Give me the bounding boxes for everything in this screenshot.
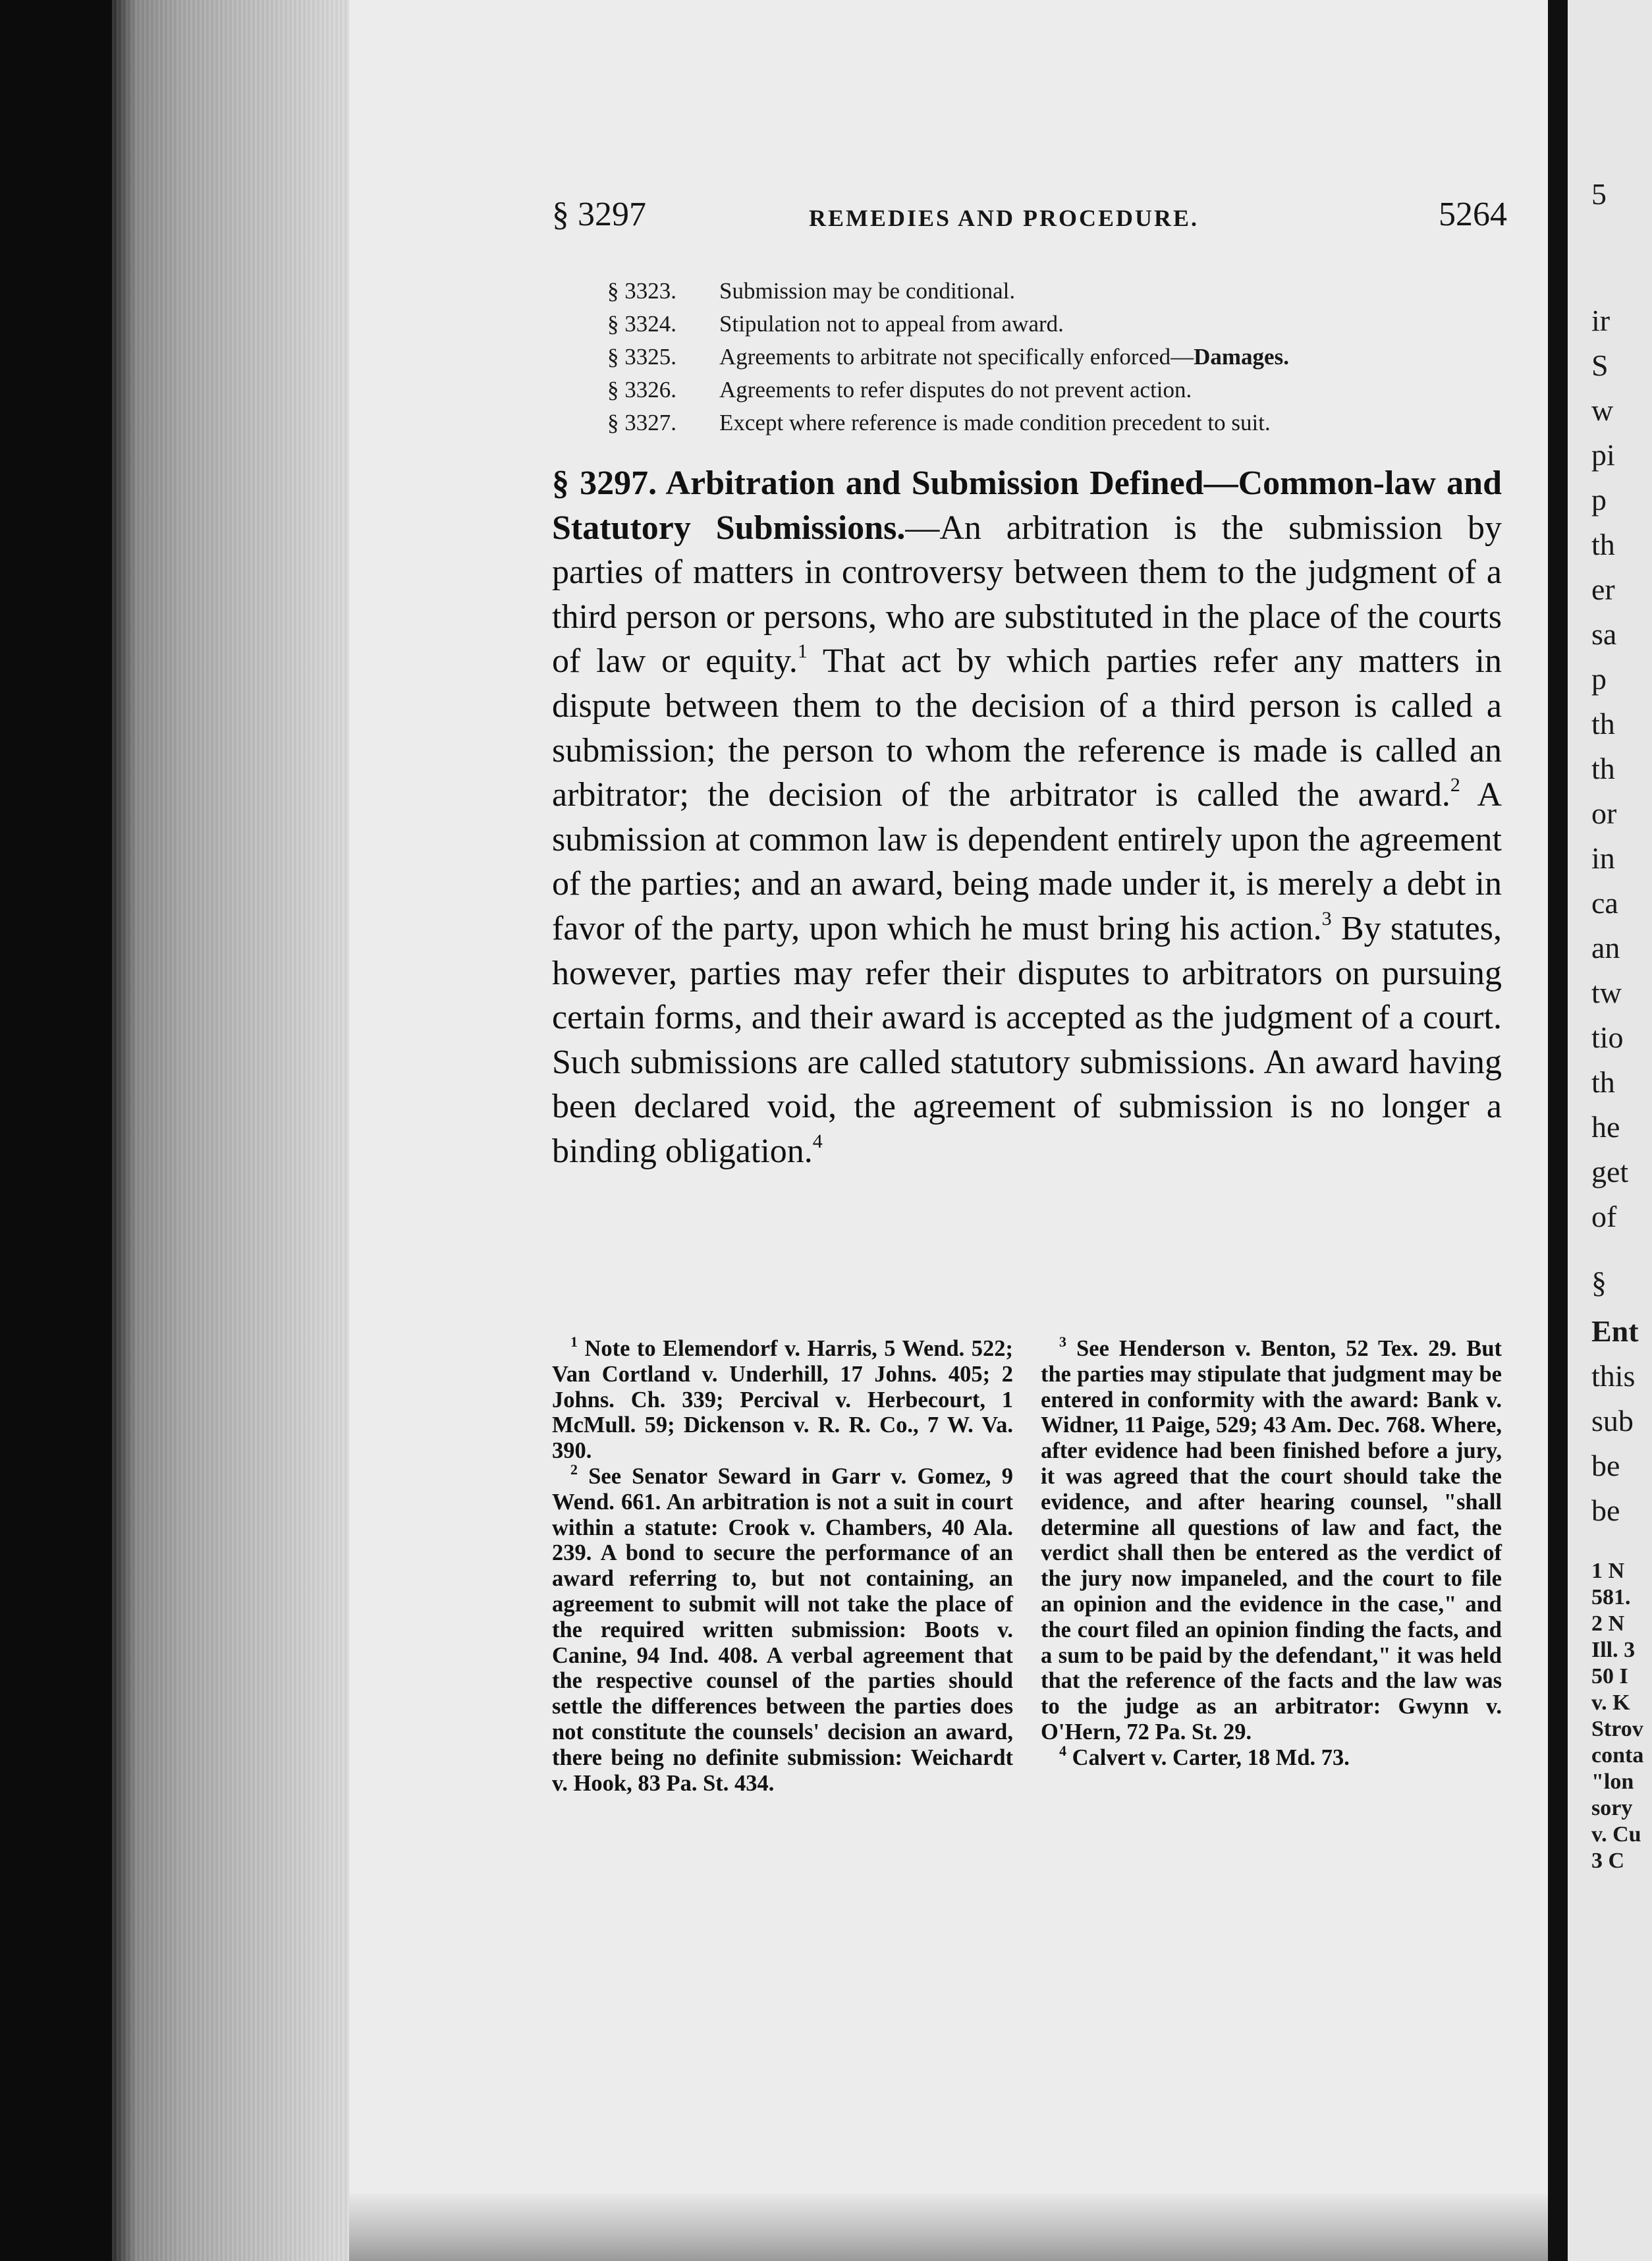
section-list (607, 278, 1477, 443)
body-paragraph: By statutes, however, parties may refer their disputes to arbitrators on pursuing certain forms, and their award is accepted as the judgment of a court. Such submissions are called statutory submissions. An award having been declared void, the agreement of submission is no longer a binding obligation. (552, 909, 1502, 1170)
next-page-text: 581. (1591, 1585, 1631, 1609)
next-page-text: 5 (1591, 177, 1607, 211)
running-head-title: REMEDIES AND PROCEDURE. (809, 205, 1199, 231)
body-paragraph: That act by which parties refer any matters in dispute between them to the decision of a third person is called a submission; the person to whom the reference is made is called an arbitrator; the decision of the arbitrator is called the award. (552, 642, 1502, 814)
book-gutter (1548, 0, 1568, 2261)
section-body (552, 461, 1502, 1174)
section-title-text: Agreements to arbitrate not specifically enforced— (719, 344, 1194, 370)
book-page-edge (112, 0, 356, 2261)
section-number: § 3326. (607, 377, 676, 403)
next-page-text: get (1591, 1155, 1629, 1188)
footnote-mark: 1 (570, 1333, 578, 1350)
footnote-mark: 3 (1059, 1333, 1066, 1350)
section-title-bold: Damages. (1194, 344, 1289, 370)
next-page-text: in (1591, 841, 1615, 875)
section-number: § 3323. (607, 278, 676, 304)
next-page-text: ca (1591, 886, 1618, 920)
footnote-text: Calvert v. Carter, 18 Md. 73. (1072, 1745, 1350, 1770)
next-page-text: er (1591, 572, 1615, 606)
next-page-text: sub (1591, 1404, 1634, 1438)
footnote-mark: 4 (1059, 1742, 1066, 1759)
next-page-text: he (1591, 1110, 1620, 1144)
next-page-text: v. Cu (1591, 1822, 1641, 1847)
next-page-text: this (1591, 1359, 1636, 1393)
next-page-text: § (1591, 1266, 1607, 1299)
next-page-text: 50 I (1591, 1664, 1628, 1689)
page-number: 5264 (1439, 196, 1507, 233)
next-page-text: be (1591, 1449, 1620, 1482)
footnotes-left-column (552, 1333, 1014, 1796)
footnotes-right-column (1041, 1333, 1502, 1796)
section-number: § 3327. (607, 410, 676, 435)
next-page-text: be (1591, 1493, 1620, 1527)
footnote-mark: 2 (570, 1461, 578, 1478)
next-page-text: ir (1591, 304, 1611, 337)
section-list-item (607, 344, 1477, 377)
next-page-text: Ent (1591, 1314, 1639, 1348)
footnote-ref: 4 (812, 1130, 823, 1152)
next-page-text: th (1591, 707, 1615, 740)
footnote (552, 1333, 1014, 1464)
footnote-text: See Senator Seward in Garr v. Gomez, 9 Wend. 661. An arbitration is not a suit in court within a statute: Crook v. Chambers, 40 Ala. 239. A bond to secure the performance of an award referring to, but not containing, an agreement to submit will not take the place of the required written submission: Boots v. Canine, 94 Ind. 408. A verbal agreement that the respective counsel of the parties should settle the differences between the parties does not constitute the counsels' decision an award, there being no definite submission: Weichardt v. Hook, 83 Pa. St. 434. (552, 1463, 1013, 1796)
next-page-text: w (1591, 393, 1614, 427)
body-paragraph: —An arbitration is the submission by parties of matters in controversy between them to the judgment of a third person or persons, who are substituted in the place of the courts of law or equity. (552, 509, 1502, 681)
page-bottom-shadow (349, 2194, 1548, 2261)
running-head-section: § 3297 (552, 196, 646, 233)
next-page-text: conta (1591, 1743, 1644, 1768)
section-heading: § 3297. Arbitration and Submission Defined—Common-law and Statutory Submissions. (552, 464, 1502, 547)
next-page-text: or (1591, 796, 1617, 830)
next-page-text: v. K (1591, 1690, 1630, 1715)
next-page-text: tio (1591, 1020, 1624, 1054)
next-page-text: 2 N (1591, 1611, 1625, 1636)
next-page-text: an (1591, 931, 1620, 964)
section-number: § 3325. (607, 344, 676, 370)
next-page-text: pi (1591, 438, 1615, 472)
next-page-text: Strov (1591, 1717, 1643, 1741)
section-number: § 3324. (607, 311, 676, 337)
section-title: Except where reference is made condition precedent to suit. (719, 410, 1271, 435)
next-page-text: Ill. 3 (1591, 1638, 1636, 1662)
next-page-text: "lon (1591, 1770, 1634, 1794)
next-page-text: of (1591, 1200, 1617, 1233)
section-title: Agreements to refer disputes do not prevent action. (719, 377, 1192, 403)
next-page-text: th (1591, 528, 1615, 561)
next-page-fragment (1568, 0, 1652, 2261)
next-page-text: p (1591, 483, 1607, 516)
section-title: Stipulation not to appeal from award. (719, 311, 1064, 337)
section-list-item (607, 278, 1477, 311)
footnote (1041, 1742, 1502, 1771)
footnote-ref: 2 (1450, 774, 1460, 796)
body-paragraph: A submission at common law is dependent entirely upon the agreement of the parties; and an award, being made under it, is merely a debt in favor of the party, upon which he must bring his action. (552, 776, 1502, 947)
next-page-text: S (1591, 349, 1609, 382)
footnote-ref: 1 (797, 640, 808, 663)
next-page-text: 3 C (1591, 1849, 1625, 1873)
section-list-item (607, 377, 1477, 410)
next-page-text: th (1591, 1065, 1615, 1099)
footnote (552, 1461, 1013, 1796)
next-page-text: p (1591, 662, 1607, 696)
section-list-item (607, 311, 1477, 344)
footnote-text: See Henderson v. Benton, 52 Tex. 29. But the parties may stipulate that judgment may be entered in conformity with the award: Bank v. Widner, 11 Paige, 529; 43 Am. Dec. 768. Where, after evidence had been finished before a jury, it was agreed that the court should take the evidence, and after hearing counsel, "shall determine all questions of law and fact, the verdict shall then be entered as the verdict of the jury now impaneled, and the court to file an opinion and the evidence in the case," and the court filed an opinion finding the facts, and a sum to be paid by the defendant," it was held that the reference of the facts and the law was to the judge as an arbitrator: Gwynn v. O'Hern, 72 Pa. St. 29. (1041, 1336, 1502, 1745)
footnote-text: Note to Elemendorf v. Harris, 5 Wend. 522; Van Cortland v. Underhill, 17 Johns. 405; 2 Johns. Ch. 339; Percival v. Herbecourt, 1 McMull. 59; Dickenson v. R. R. Co., 7 W. Va. 390. (552, 1336, 1014, 1464)
next-page-text: sory (1591, 1796, 1633, 1820)
section-list-item (607, 410, 1477, 443)
running-head (552, 195, 1507, 241)
section-title: Submission may be conditional. (719, 278, 1016, 304)
footnotes (552, 1333, 1502, 1796)
next-page-text: 1 N (1591, 1559, 1625, 1583)
footnote-ref: 3 (1321, 907, 1332, 930)
next-page-text: tw (1591, 976, 1622, 1009)
next-page-text: th (1591, 752, 1615, 785)
section-title (719, 344, 1477, 370)
footnote (1041, 1333, 1502, 1745)
next-page-text: sa (1591, 617, 1617, 651)
